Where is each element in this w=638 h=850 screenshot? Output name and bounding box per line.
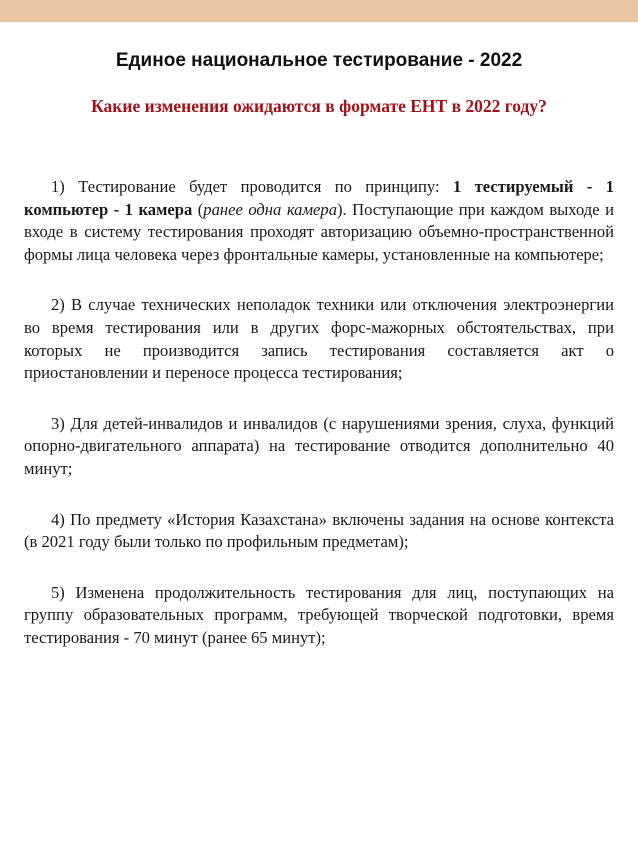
item-1-paren-open: (	[192, 199, 204, 219]
changes-list	[24, 176, 614, 650]
list-item-3: 3) Для детей-инвалидов и инвалидов (с нарушениями зрения, слуха, функций опорно-двигательного аппарата) на тестирование отводится дополнительно 40 минут;	[24, 413, 614, 478]
item-1-italic-note: ранее одна камера	[203, 199, 338, 219]
item-1-rest: ). Поступающие при каждом выходе и входе в систему тестирования проходят авторизацию объемно-пространственной формы лица человека через фронтальные камеры, установленные на компьютере;	[24, 199, 614, 264]
page-subtitle: Какие изменения ожидаются в формате ЕНТ в 2022 году?	[91, 96, 547, 116]
page-title: Единое национальное тестирование - 2022	[115, 50, 523, 71]
item-1-bold-principle: 1 тестируемый - 1 компьютер - 1 камера	[24, 177, 614, 219]
list-item-2: 2) В случае технических неполадок техники или отключения электроэнергии во время тестирования или в других форс-мажорных обстоятельствах, при которых не производится запись тестирования составляется акт о приостановлении и переносе процесса тестирования;	[24, 295, 614, 383]
list-item-5: 5) Изменена продолжительность тестирования для лиц, поступающих на группу образовательных программ, требующей творческой подготовки, время тестирования - 70 минут (ранее 65 минут);	[24, 582, 614, 647]
list-item-1	[24, 176, 614, 266]
list-item-4: 4) По предмету «История Казахстана» включены задания на основе контекста (в 2021 году были только по профильным предметам);	[24, 509, 614, 552]
top-decorative-band	[0, 0, 638, 22]
item-1-intro: 1) Тестирование будет проводится по принципу:	[51, 177, 453, 196]
